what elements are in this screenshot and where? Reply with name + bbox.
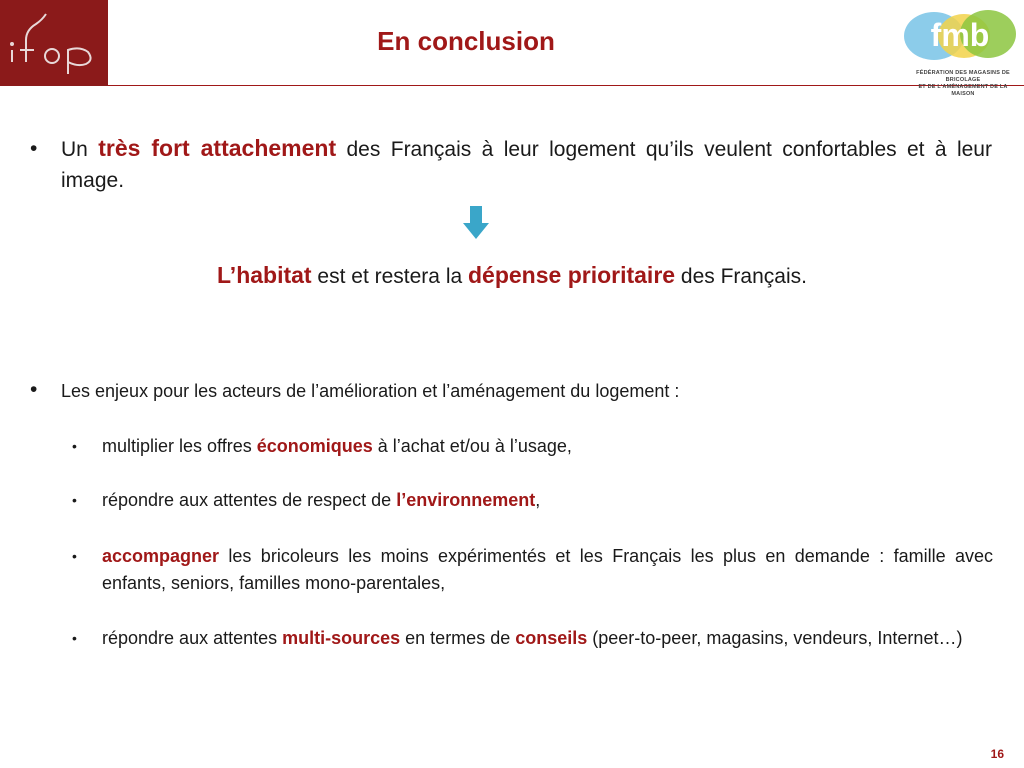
sub-item-accompagner xyxy=(72,543,993,597)
text-segment: multiplier les offres xyxy=(102,436,257,456)
highlight-text: très fort attachement xyxy=(98,135,337,161)
sub-item-text xyxy=(102,543,993,597)
highlight-text: économiques xyxy=(256,436,373,456)
sub-item-text xyxy=(102,487,993,514)
bullet-text: Les enjeux pour les acteurs de l’amélioration et l’aménagement du logement : xyxy=(61,381,680,401)
bullet-text xyxy=(61,133,992,196)
text-segment: répondre aux attentes de respect de xyxy=(102,490,397,510)
sub-item-environnement xyxy=(72,487,993,514)
sub-bullet-marker: • xyxy=(72,548,77,564)
sub-bullet-marker: • xyxy=(72,492,77,508)
down-arrow-icon xyxy=(463,206,489,240)
sub-item-text xyxy=(102,625,993,652)
sub-bullet-marker: • xyxy=(72,630,77,646)
text-segment: est et restera la xyxy=(311,265,468,288)
fmb-logo-text: fmb xyxy=(930,17,990,53)
text-segment: à l’achat et/ou à l’usage, xyxy=(372,436,572,456)
bullet-marker: • xyxy=(30,137,38,160)
bullet-challenges xyxy=(30,378,992,404)
text-segment: , xyxy=(535,490,541,510)
sub-item-conseils xyxy=(72,625,993,652)
highlight-text: conseils xyxy=(515,628,588,648)
sub-item-economiques xyxy=(72,433,993,460)
ifop-logo-mark xyxy=(0,0,108,86)
highlight-text: multi-sources xyxy=(282,628,401,648)
page-number: 16 xyxy=(990,747,1004,761)
conclusion-statement xyxy=(0,262,1024,289)
text-segment: répondre aux attentes xyxy=(102,628,283,648)
highlight-text: accompagner xyxy=(102,546,220,566)
sub-bullet-marker: • xyxy=(72,438,77,454)
fmb-subtitle xyxy=(908,70,1018,98)
highlight-text: dépense prioritaire xyxy=(468,262,676,288)
text-segment: les bricoleurs les moins expérimentés et les Français les plus en demande : famille avec enfants, seniors, familles mono-parentales, xyxy=(102,546,993,593)
fmb-subtitle-line1: FÉDÉRATION DES MAGASINS DE BRICOLAGE xyxy=(916,70,1010,83)
highlight-text: l’environnement xyxy=(396,490,536,510)
text-segment: (peer-to-peer, magasins, vendeurs, Internet…) xyxy=(587,628,963,648)
highlight-text: L’habitat xyxy=(217,262,312,288)
text-segment: des Français à leur logement qu’ils veulent confortables et à leur image. xyxy=(61,138,992,192)
bullet-marker: • xyxy=(30,378,38,401)
fmb-subtitle-line2: ET DE L'AMÉNAGEMENT DE LA MAISON xyxy=(918,84,1008,97)
text-segment: en termes de xyxy=(400,628,516,648)
text-segment: Un xyxy=(61,138,99,161)
bullet-attachment xyxy=(30,133,992,196)
page-title: En conclusion xyxy=(377,26,555,56)
sub-item-text xyxy=(102,433,993,460)
text-segment: des Français. xyxy=(675,265,807,288)
fmb-logo-mark xyxy=(898,6,1022,70)
title-divider xyxy=(108,85,1024,86)
ifop-logo xyxy=(0,0,108,86)
